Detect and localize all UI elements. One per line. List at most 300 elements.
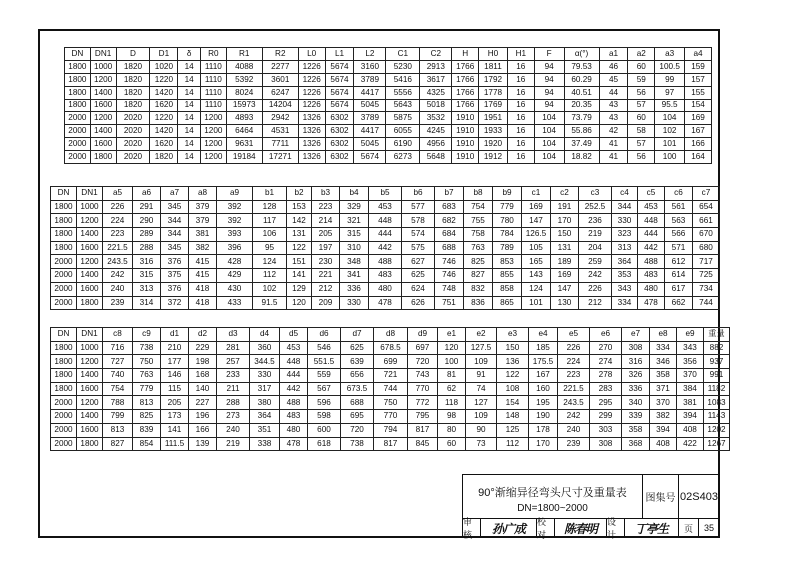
column-header: b1 (253, 187, 287, 201)
table-cell: 56 (628, 86, 655, 99)
table-cell: 855 (493, 269, 522, 283)
table-cell: 937 (704, 355, 730, 369)
table-cell: 743 (408, 369, 438, 383)
column-header: c4 (612, 187, 638, 201)
table-cell: 159 (685, 60, 712, 73)
table-cell: 191 (551, 200, 579, 214)
column-header: F (534, 48, 564, 61)
table-cell: 758 (464, 228, 493, 242)
table-cell: 242 (103, 269, 133, 283)
table-cell: 195 (529, 396, 558, 410)
table-cell: 682 (435, 214, 464, 228)
table-cell: 656 (341, 369, 374, 383)
table-cell: 97 (655, 86, 685, 99)
table-cell: 1400 (90, 86, 116, 99)
table-cell: 3617 (420, 73, 452, 86)
table-cell: 1620 (150, 99, 178, 112)
table-cell: 120 (287, 296, 312, 310)
table-cell: 825 (464, 255, 493, 269)
table-cell: 173 (161, 410, 189, 424)
column-header: DN1 (77, 187, 103, 201)
table-cell: 720 (341, 423, 374, 437)
table-cell: 433 (217, 296, 253, 310)
table-cell: 336 (622, 382, 650, 396)
table-cell: 329 (340, 200, 369, 214)
table-cell: 1267 (704, 437, 730, 451)
table-cell: 1200 (90, 112, 116, 125)
table-cell: 104 (655, 112, 685, 125)
table-cell: 345 (161, 200, 189, 214)
table-cell: 240 (103, 282, 133, 296)
table-row (51, 355, 730, 369)
table-cell: 124 (522, 282, 551, 296)
table-cell: 1200 (200, 138, 226, 151)
table-cell: 1766 (452, 73, 479, 86)
table-cell: 150 (551, 228, 579, 242)
table-cell: 699 (374, 355, 408, 369)
table-cell: 1820 (116, 86, 150, 99)
table-cell: 488 (638, 255, 665, 269)
table-cell: 2000 (51, 296, 77, 310)
table-cell: 205 (161, 396, 189, 410)
table-cell: 115 (161, 382, 189, 396)
table-row (51, 228, 720, 242)
table-cell: 1200 (77, 396, 103, 410)
table-cell: 858 (493, 282, 522, 296)
table-cell: 379 (189, 214, 217, 228)
table-cell: 680 (693, 241, 720, 255)
table-cell: 59 (628, 73, 655, 86)
table-cell: 346 (650, 355, 677, 369)
table-cell: 727 (103, 355, 133, 369)
table-cell: 221.5 (558, 382, 590, 396)
table-cell: 6302 (325, 125, 354, 138)
table-cell: 1600 (90, 138, 116, 151)
column-header: c6 (665, 187, 693, 201)
table-cell: 108 (497, 382, 529, 396)
table-cell: 1220 (150, 112, 178, 125)
column-header: c5 (638, 187, 665, 201)
table-cell: 288 (133, 241, 161, 255)
table-cell: 358 (650, 369, 677, 383)
table-cell: 779 (493, 200, 522, 214)
table-cell: 3160 (354, 60, 386, 73)
table-cell: 127.5 (466, 341, 497, 355)
table-row (65, 60, 712, 73)
table-cell: 358 (622, 423, 650, 437)
column-header: e7 (622, 328, 650, 342)
table-cell: 381 (677, 396, 704, 410)
table-cell: 91 (466, 369, 497, 383)
table-cell: 98 (438, 410, 466, 424)
table-cell: 6055 (386, 125, 420, 138)
table-cell: 368 (622, 437, 650, 451)
table-cell: 1226 (298, 86, 325, 99)
table-cell: 14 (178, 73, 201, 86)
table-cell: 5416 (386, 73, 420, 86)
table-cell: 1110 (200, 73, 226, 86)
table-cell: 845 (408, 437, 438, 451)
table-cell: 795 (408, 410, 438, 424)
column-header: d6 (308, 328, 341, 342)
table-cell: 1226 (298, 60, 325, 73)
table-cell: 1182 (704, 382, 730, 396)
table-cell: 223 (312, 200, 340, 214)
table-cell: 14 (178, 125, 201, 138)
table-cell: 614 (665, 269, 693, 283)
table-cell: 139 (189, 437, 217, 451)
design-label: 设计 (607, 519, 625, 537)
table-cell: 124 (253, 255, 287, 269)
table-cell: 81 (438, 369, 466, 383)
table-cell: 754 (464, 200, 493, 214)
table-cell: 344 (161, 228, 189, 242)
table-cell: 102 (253, 282, 287, 296)
table-row (51, 255, 720, 269)
table-cell: 1600 (77, 382, 103, 396)
table-cell: 577 (402, 200, 435, 214)
table-cell: 1820 (116, 99, 150, 112)
table-cell: 763 (464, 241, 493, 255)
table-cell: 394 (650, 423, 677, 437)
column-header: H (452, 48, 479, 61)
table-cell: 167 (685, 125, 712, 138)
table-cell: 578 (402, 214, 435, 228)
table-cell: 341 (340, 269, 369, 283)
table-cell: 122 (287, 241, 312, 255)
table-cell: 122 (497, 369, 529, 383)
table-cell: 483 (280, 410, 308, 424)
table-row (51, 410, 730, 424)
table-cell: 444 (638, 228, 665, 242)
table-cell: 14 (178, 60, 201, 73)
column-header: e9 (677, 328, 704, 342)
table-cell: 242 (579, 269, 612, 283)
column-header: c2 (551, 187, 579, 201)
table-cell: 1800 (51, 355, 77, 369)
table-cell: 1820 (150, 151, 178, 164)
table-cell: 1020 (150, 60, 178, 73)
table-row (51, 200, 720, 214)
table-cell: 170 (529, 437, 558, 451)
table-cell: 1400 (77, 369, 103, 383)
table-cell: 5045 (354, 138, 386, 151)
table-cell: 364 (612, 255, 638, 269)
table-cell: 104 (534, 138, 564, 151)
table-cell: 813 (133, 396, 161, 410)
table-cell: 111.5 (161, 437, 189, 451)
table-cell: 779 (133, 382, 161, 396)
table-cell: 40.51 (564, 86, 599, 99)
table-row (65, 73, 712, 86)
table-cell: 58 (628, 125, 655, 138)
table-cell: 239 (558, 437, 590, 451)
table-cell: 725 (693, 269, 720, 283)
table-cell: 4417 (354, 86, 386, 99)
table-cell: 147 (551, 282, 579, 296)
table-cell: 559 (308, 369, 341, 383)
table-cell: 480 (638, 282, 665, 296)
table-cell: 1200 (90, 73, 116, 86)
table-cell: 16 (507, 73, 534, 86)
column-header: D1 (150, 48, 178, 61)
table-cell: 408 (650, 437, 677, 451)
table-row (51, 369, 730, 383)
table-cell: 678.5 (374, 341, 408, 355)
table-cell: 453 (369, 200, 402, 214)
table-cell: 571 (665, 241, 693, 255)
table-cell: 5018 (420, 99, 452, 112)
column-header: b6 (402, 187, 435, 201)
table-cell: 480 (280, 423, 308, 437)
table-cell: 197 (312, 241, 340, 255)
table-cell: 721 (374, 369, 408, 383)
table-cell: 376 (161, 282, 189, 296)
table-cell: 226 (579, 282, 612, 296)
table-cell: 190 (529, 410, 558, 424)
header-row (51, 328, 730, 342)
column-header: α(°) (564, 48, 599, 61)
table-cell: 697 (408, 341, 438, 355)
table-cell: 4088 (226, 60, 262, 73)
table-row (65, 86, 712, 99)
table-cell: 4245 (420, 125, 452, 138)
table-cell: 1326 (298, 112, 325, 125)
table-cell: 415 (189, 255, 217, 269)
table-cell: 148 (497, 410, 529, 424)
table-cell: 392 (217, 200, 253, 214)
table-cell: 1326 (298, 125, 325, 138)
table-cell: 227 (189, 396, 217, 410)
table-cell: 153 (287, 200, 312, 214)
table-cell: 4531 (262, 125, 298, 138)
table-cell: 278 (590, 369, 622, 383)
table-cell: 483 (638, 269, 665, 283)
table-cell: 1143 (704, 410, 730, 424)
header-row (51, 187, 720, 201)
table-cell: 131 (551, 241, 579, 255)
table-cell: 575 (402, 241, 435, 255)
table-cell: 223 (103, 228, 133, 242)
table-cell: 317 (250, 382, 280, 396)
table-cell: 100 (438, 355, 466, 369)
table-cell: 444 (369, 228, 402, 242)
table-cell: 129 (287, 282, 312, 296)
table-cell: 167 (529, 369, 558, 383)
table-cell: 2000 (51, 269, 77, 283)
table-cell: 150 (497, 341, 529, 355)
table-cell: 288 (217, 396, 250, 410)
table-cell: 1200 (200, 112, 226, 125)
table-cell: 212 (579, 296, 612, 310)
table-cell: 827 (103, 437, 133, 451)
check-label: 校对 (537, 519, 555, 537)
table-cell: 204 (579, 241, 612, 255)
table-cell: 5556 (386, 86, 420, 99)
table-cell: 2000 (65, 125, 91, 138)
table-cell: 617 (665, 282, 693, 296)
table-cell: 418 (189, 296, 217, 310)
table-cell: 1910 (452, 112, 479, 125)
table-cell: 415 (189, 269, 217, 283)
table-cell: 353 (612, 269, 638, 283)
table-cell: 224 (558, 355, 590, 369)
table-cell: 120 (438, 341, 466, 355)
table-cell: 1600 (77, 282, 103, 296)
column-header: a6 (133, 187, 161, 201)
table-cell: 370 (650, 396, 677, 410)
column-header: e3 (497, 328, 529, 342)
column-header: H0 (479, 48, 508, 61)
table-row (65, 151, 712, 164)
table-cell: 233 (217, 369, 250, 383)
table-cell: 442 (369, 241, 402, 255)
table-cell: 1110 (200, 60, 226, 73)
table-cell: 252.5 (579, 200, 612, 214)
table-cell: 177 (161, 355, 189, 369)
design-signature: 丁亭生 (625, 519, 679, 537)
column-header: DN (65, 48, 91, 61)
column-header: c1 (522, 187, 551, 201)
table-cell: 80 (438, 423, 466, 437)
table-cell: 567 (308, 382, 341, 396)
table-cell: 1800 (77, 296, 103, 310)
dimension-table-1 (64, 47, 712, 164)
table-cell: 2020 (116, 151, 150, 164)
table-cell: 130 (551, 296, 579, 310)
column-header: b2 (287, 187, 312, 201)
column-header: a1 (599, 48, 628, 61)
column-header: e1 (438, 328, 466, 342)
table-cell: 429 (217, 269, 253, 283)
table-cell: 164 (685, 151, 712, 164)
table-cell: 627 (402, 255, 435, 269)
table-cell: 141 (161, 423, 189, 437)
table-cell: 60.29 (564, 73, 599, 86)
table-cell: 444 (280, 369, 308, 383)
table-cell: 14 (178, 151, 201, 164)
table-cell: 1600 (77, 423, 103, 437)
table-cell: 343 (612, 282, 638, 296)
table-cell: 717 (693, 255, 720, 269)
table-cell: 683 (435, 200, 464, 214)
table-cell: 596 (308, 396, 341, 410)
table-cell: 57 (628, 138, 655, 151)
table-cell: 313 (133, 282, 161, 296)
table-cell: 295 (590, 396, 622, 410)
table-cell: 794 (374, 423, 408, 437)
table-cell: 688 (435, 241, 464, 255)
table-cell: 16 (507, 138, 534, 151)
table-cell: 639 (341, 355, 374, 369)
table-cell: 1083 (704, 396, 730, 410)
table-cell: 259 (579, 255, 612, 269)
table-row (51, 423, 730, 437)
table-cell: 375 (161, 269, 189, 283)
table-cell: 1778 (479, 86, 508, 99)
table-cell: 1933 (479, 125, 508, 138)
table-cell: 865 (493, 296, 522, 310)
table-cell: 1800 (51, 382, 77, 396)
page-label: 页 (679, 519, 699, 537)
table-cell: 661 (693, 214, 720, 228)
table-cell: 1912 (479, 151, 508, 164)
table-cell: 618 (308, 437, 341, 451)
table-cell: 2020 (116, 138, 150, 151)
table-cell: 789 (493, 241, 522, 255)
table-cell: 336 (340, 282, 369, 296)
table-cell: 483 (369, 269, 402, 283)
table-cell: 772 (408, 396, 438, 410)
column-header: a8 (189, 187, 217, 201)
table-cell: 384 (677, 382, 704, 396)
table-cell: 853 (493, 255, 522, 269)
table-cell: 100 (655, 151, 685, 164)
table-cell: 1910 (452, 125, 479, 138)
table-cell: 991 (704, 369, 730, 383)
column-header: a9 (217, 187, 253, 201)
table-cell: 376 (161, 255, 189, 269)
column-header: DN (51, 187, 77, 201)
table-cell: 370 (677, 369, 704, 383)
table-cell: 170 (551, 214, 579, 228)
table-cell: 330 (612, 214, 638, 228)
table-cell: 626 (402, 296, 435, 310)
table-cell: 46 (599, 60, 628, 73)
table-cell: 109 (466, 410, 497, 424)
table-cell: 1920 (479, 138, 508, 151)
table-cell: 746 (435, 255, 464, 269)
column-header: DN (51, 328, 77, 342)
dimension-table-2 (50, 186, 720, 310)
table-cell: 839 (133, 423, 161, 437)
table-cell: 4893 (226, 112, 262, 125)
table-cell: 5674 (325, 86, 354, 99)
table-cell: 100.5 (655, 60, 685, 73)
table-cell: 314 (133, 296, 161, 310)
table-cell: 273 (217, 410, 250, 424)
column-header: L0 (298, 48, 325, 61)
table-cell: 5648 (420, 151, 452, 164)
table-cell: 442 (280, 382, 308, 396)
table-cell: 257 (217, 355, 250, 369)
table-cell: 1220 (150, 73, 178, 86)
table-cell: 60 (628, 60, 655, 73)
table-cell: 16 (507, 86, 534, 99)
column-header: b7 (435, 187, 464, 201)
column-header: L2 (354, 48, 386, 61)
table-cell: 1820 (116, 73, 150, 86)
column-header: DN1 (90, 48, 116, 61)
table-cell: 313 (612, 241, 638, 255)
table-cell: 770 (408, 382, 438, 396)
table-cell: 338 (250, 437, 280, 451)
column-header: d1 (161, 328, 189, 342)
table-cell: 360 (250, 341, 280, 355)
table-cell: 37.49 (564, 138, 599, 151)
review-signature: 孙广成 (481, 519, 537, 537)
table-cell: 784 (493, 228, 522, 242)
column-header: a5 (103, 187, 133, 201)
table-cell: 154 (685, 99, 712, 112)
table-cell: 315 (340, 228, 369, 242)
table-cell: 2942 (262, 112, 298, 125)
table-row (51, 269, 720, 283)
table-cell: 688 (341, 396, 374, 410)
column-header: d4 (250, 328, 280, 342)
table-cell: 41 (599, 138, 628, 151)
table-cell: 4417 (354, 125, 386, 138)
